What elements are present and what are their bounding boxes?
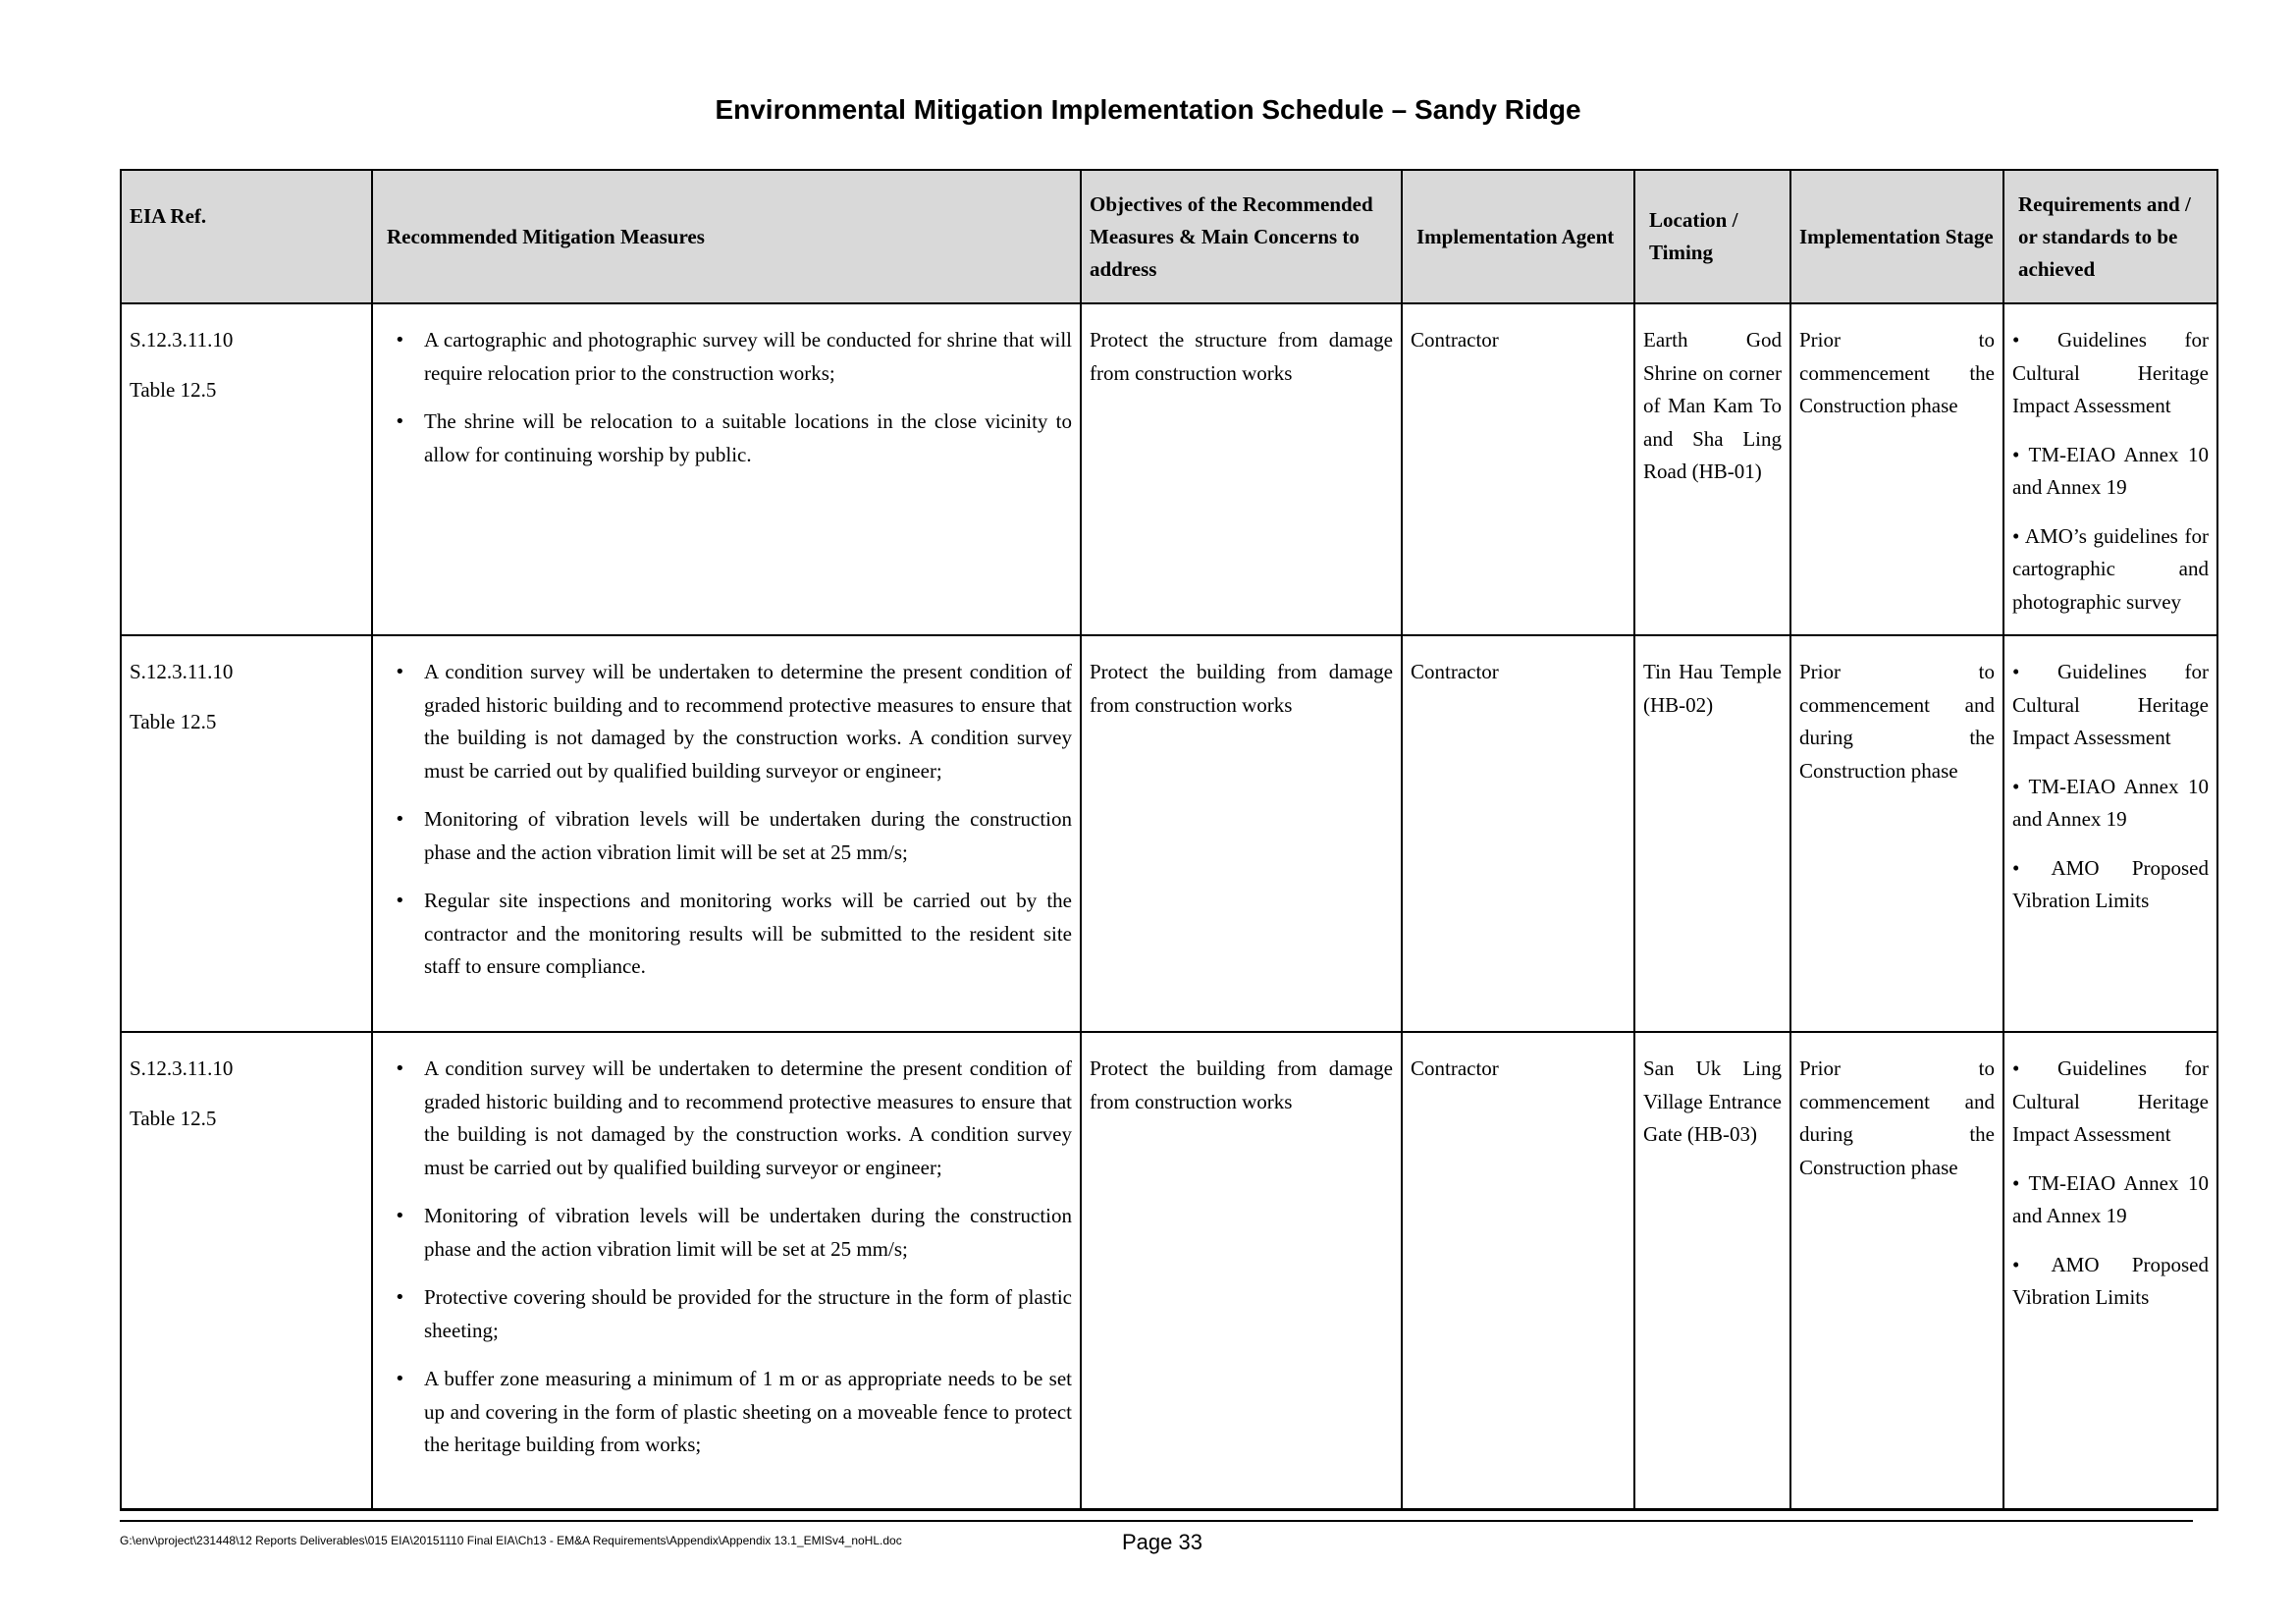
requirement-item: • AMO Proposed Vibration Limits — [2012, 855, 2209, 912]
requirements-cell — [2003, 635, 2217, 1032]
header-agent: Implementation Agent — [1402, 170, 1634, 303]
measure-item: • Regular site inspections and monitoring works will be carried out by the contractor and the monitoring results will be submitted to the resident site staff to ensure compliance. — [424, 885, 1072, 984]
requirement-item: • Guidelines for Cultural Heritage Impact Assessment — [2012, 1056, 2209, 1146]
requirement-item: • AMO Proposed Vibration Limits — [2012, 1252, 2209, 1309]
objectives-cell: Protect the building from damage from construction works — [1081, 1032, 1402, 1509]
table-header-row — [121, 170, 2217, 303]
header-objectives: Objectives of the Recommended Measures & Main Concerns to address — [1081, 170, 1402, 303]
measure-item: • Protective covering should be provided for the structure in the form of plastic sheeting; — [424, 1281, 1072, 1347]
location-cell: San Uk Ling Village Entrance Gate (HB-03) — [1634, 1032, 1790, 1509]
agent-cell: Contractor — [1402, 635, 1634, 1032]
measure-item: • The shrine will be relocation to a suitable locations in the close vicinity to allow for continuing worship by public. — [424, 406, 1072, 471]
eia-ref-section: S.12.3.11.10 — [130, 328, 234, 352]
agent-cell: Contractor — [1402, 303, 1634, 635]
header-location: Location / Timing — [1634, 170, 1790, 303]
location-cell: Tin Hau Temple (HB-02) — [1634, 635, 1790, 1032]
footer-file-path: G:\env\project\231448\12 Reports Deliverables\015 EIA\20151110 Final EIA\Ch13 - EM&A Requirements\Appendix\Appendix 13.1_EMISv4_noHL.doc — [120, 1534, 902, 1547]
document-title: Environmental Mitigation Implementation Schedule – Sandy Ridge — [715, 94, 1581, 125]
measure-item: • A condition survey will be undertaken to determine the present condition of graded historic building and to recommend protective measures to ensure that the building is not damaged by the construction works. A condition survey must be carried out by qualified building surveyor or engineer; — [424, 656, 1072, 787]
footer-divider — [120, 1520, 2193, 1522]
measure-item: • A cartographic and photographic survey will be conducted for shrine that will require relocation prior to the construction works; — [424, 324, 1072, 390]
eia-ref-section: S.12.3.11.10 — [130, 1056, 234, 1080]
requirement-item: • AMO’s guidelines for cartographic and photographic survey — [2012, 523, 2209, 614]
requirement-item: • Guidelines for Cultural Heritage Impact Assessment — [2012, 328, 2209, 417]
stage-cell: Prior to commencement and during the Construction phase — [1790, 1032, 2003, 1509]
header-requirements: Requirements and / or standards to be achieved — [2003, 170, 2217, 303]
measure-item: • A buffer zone measuring a minimum of 1 m or as appropriate needs to be set up and covering in the form of plastic sheeting on a moveable fence to protect the heritage building from works; — [424, 1363, 1072, 1462]
agent-cell: Contractor — [1402, 1032, 1634, 1509]
measure-item: • A condition survey will be undertaken to determine the present condition of graded historic building and to recommend protective measures to ensure that the building is not damaged by the construction works. A condition survey must be carried out by qualified building surveyor or engineer; — [424, 1053, 1072, 1184]
header-measures: Recommended Mitigation Measures — [372, 170, 1081, 303]
eia-ref-cell — [121, 303, 372, 635]
mitigation-schedule-table — [120, 169, 2218, 1511]
header-eia-ref: EIA Ref. — [121, 170, 372, 303]
requirement-item: • TM-EIAO Annex 10 and Annex 19 — [2012, 774, 2209, 831]
requirement-item: • TM-EIAO Annex 10 and Annex 19 — [2012, 442, 2209, 499]
measure-item: • Monitoring of vibration levels will be undertaken during the construction phase and the action vibration limit will be set at 25 mm/s; — [424, 1200, 1072, 1266]
requirement-item: • Guidelines for Cultural Heritage Impact Assessment — [2012, 660, 2209, 749]
table-row — [121, 303, 2217, 635]
eia-ref-cell — [121, 635, 372, 1032]
table-row — [121, 635, 2217, 1032]
objectives-cell: Protect the building from damage from construction works — [1081, 635, 1402, 1032]
eia-ref-table: Table 12.5 — [130, 1106, 217, 1130]
header-stage: Implementation Stage — [1790, 170, 2003, 303]
objectives-cell: Protect the structure from damage from construction works — [1081, 303, 1402, 635]
requirements-cell — [2003, 1032, 2217, 1509]
measures-cell — [372, 303, 1081, 635]
stage-cell: Prior to commencement the Construction phase — [1790, 303, 2003, 635]
measure-item: • Monitoring of vibration levels will be undertaken during the construction phase and the action vibration limit will be set at 25 mm/s; — [424, 803, 1072, 869]
table-row — [121, 1032, 2217, 1509]
page-number: Page 33 — [1122, 1530, 1202, 1554]
measures-cell — [372, 635, 1081, 1032]
eia-ref-cell — [121, 1032, 372, 1509]
requirements-cell — [2003, 303, 2217, 635]
eia-ref-table: Table 12.5 — [130, 709, 217, 733]
location-cell: Earth God Shrine on corner of Man Kam To and Sha Ling Road (HB-01) — [1634, 303, 1790, 635]
measures-cell — [372, 1032, 1081, 1509]
eia-ref-section: S.12.3.11.10 — [130, 660, 234, 683]
eia-ref-table: Table 12.5 — [130, 377, 217, 402]
requirement-item: • TM-EIAO Annex 10 and Annex 19 — [2012, 1170, 2209, 1227]
stage-cell: Prior to commencement and during the Construction phase — [1790, 635, 2003, 1032]
